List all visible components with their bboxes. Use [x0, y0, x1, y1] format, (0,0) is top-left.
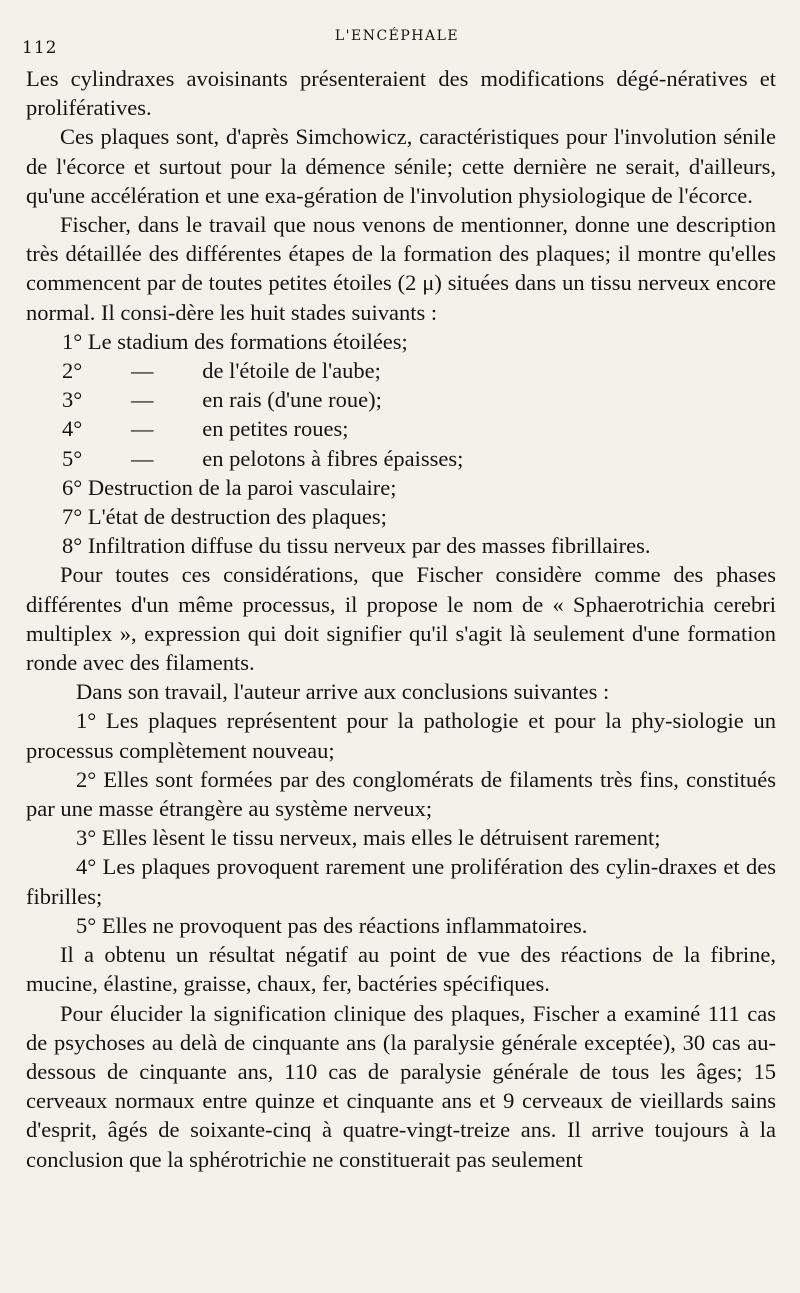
conclusion-item: 4° Les plaques provoquent rarement une prolifération des cylin-draxes et des fibrilles; — [26, 854, 776, 909]
stage-item — [26, 327, 776, 356]
conclusion-item: 3° Elles lèsent le tissu nerveux, mais elles le détruisent rarement; — [76, 825, 661, 851]
conclusion-item: 1° Les plaques représentent pour la pathologie et pour la phy-siologie un processus complètement nouveau; — [26, 708, 776, 763]
stage-text: en rais (d'une roue); — [202, 387, 382, 413]
stage-text: L'état de destruction des plaques; — [87, 504, 387, 530]
stage-number: 6° — [62, 474, 83, 500]
paragraph: Pour élucider la signification clinique des plaques, Fischer a examiné 111 cas de psychoses au delà de cinquante ans (la paralysie générale exceptée), 30 cas au-dessous de cinquante ans, 110 cas de paralysie générale de tous les âges; 15 cerveaux normaux entre quinze et cinquante ans et 9 cerveaux de vieillards sains d'esprit, âgés de soixante-cinq à quatre-vingt-treize ans. Il arrive toujours à la conclusion que la sphérotrichie ne constituerait pas seulement — [26, 1000, 776, 1172]
stage-number: 3° — [62, 387, 83, 413]
stage-number: 8° — [62, 533, 83, 559]
stage-item — [26, 531, 776, 560]
stage-text: Destruction de la paroi vasculaire; — [87, 474, 397, 500]
paragraph: Ces plaques sont, d'après Simchowicz, caractéristiques pour l'involution sénile de l'écorce et surtout pour la démence sénile; cette dernière ne serait, d'ailleurs, qu'une accélération et une exa-gération de l'involution physiologique de l'écorce. — [26, 124, 776, 208]
ditto-dash: — — [131, 445, 154, 471]
conclusion-item: 2° Elles sont formées par des conglomérats de filaments très fins, constitués par une masse étrangère au système nerveux; — [26, 766, 776, 822]
stage-text: de l'étoile de l'aube; — [202, 358, 381, 384]
stage-item — [26, 473, 776, 502]
stage-text: en petites roues; — [202, 416, 349, 442]
stage-number: 1° — [62, 328, 83, 354]
stage-text: Le stadium des formations étoilées; — [87, 328, 408, 354]
stage-item — [26, 414, 776, 443]
stage-item — [26, 385, 776, 414]
ditto-dash: — — [131, 387, 154, 413]
stage-text: en pelotons à fibres épaisses; — [202, 445, 464, 471]
ditto-dash: — — [131, 416, 154, 442]
page-number: 112 — [22, 38, 58, 58]
running-title: L'ENCÉPHALE — [334, 28, 460, 44]
stage-number: 2° — [62, 358, 83, 384]
paragraph: Les cylindraxes avoisinants présenteraient des modifications dégé-nératives et prolifératives. — [26, 66, 776, 121]
paragraph: Fischer, dans le travail que nous venons de mentionner, donne une description très détaillée des différentes étapes de la formation des plaques; il montre qu'elles commencent par de toutes petites étoiles (2 μ) situées dans un tissu nerveux encore normal. Il consi-dère les huit stades suivants : — [26, 212, 776, 325]
conclusion-item: 5° Elles ne provoquent pas des réactions inflammatoires. — [76, 912, 588, 938]
paragraph: Dans son travail, l'auteur arrive aux conclusions suivantes : — [76, 679, 610, 705]
running-header — [22, 24, 772, 58]
ditto-dash: — — [131, 358, 154, 384]
stage-item — [26, 502, 776, 531]
paragraph: Pour toutes ces considérations, que Fischer considère comme des phases différentes d'un même processus, il propose le nom de « Sphaerotrichia cerebri multiplex », expression qui doit signifier qu'il s'agit là seulement d'une formation ronde avec des filaments. — [26, 562, 776, 676]
stage-number: 5° — [62, 445, 83, 471]
stage-item — [26, 356, 776, 385]
page-body — [26, 64, 776, 1174]
stage-text: Infiltration diffuse du tissu nerveux par des masses fibrillaires. — [87, 533, 651, 559]
stage-number: 4° — [62, 416, 83, 442]
stage-number: 7° — [62, 504, 83, 530]
paragraph: Il a obtenu un résultat négatif au point de vue des réactions de la fibrine, mucine, élastine, graisse, chaux, fer, bactéries spécifiques. — [26, 942, 776, 997]
stage-item — [26, 444, 776, 473]
